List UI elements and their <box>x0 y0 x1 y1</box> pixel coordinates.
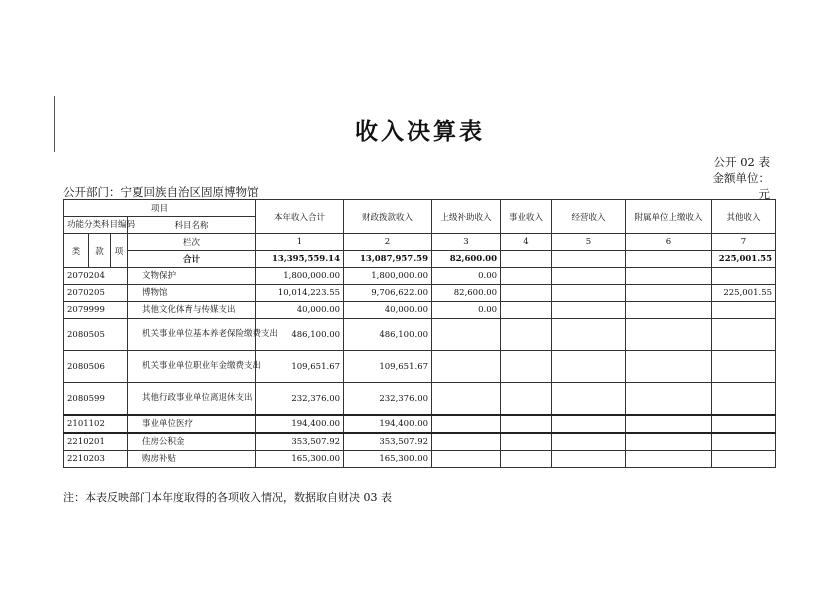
header-row-order <box>64 234 776 251</box>
row-other <box>712 319 776 351</box>
total-subsidiary <box>626 251 712 268</box>
header-col-operating: 经营收入 <box>552 200 626 234</box>
row-business <box>501 351 552 383</box>
total-label: 合计 <box>128 251 256 268</box>
row-subsidiary <box>626 451 712 468</box>
total-fiscal: 13,087,957.59 <box>344 251 432 268</box>
row-total: 232,376.00 <box>256 383 344 416</box>
row-business <box>501 302 552 319</box>
row-other <box>712 268 776 285</box>
row-business <box>501 433 552 451</box>
row-code: 2080506 <box>64 351 128 383</box>
total-row <box>64 251 776 268</box>
row-operating <box>552 383 626 416</box>
amount-unit-value: 元 <box>758 187 770 201</box>
row-operating <box>552 285 626 302</box>
row-operating <box>552 302 626 319</box>
row-fiscal: 109,651.67 <box>344 351 432 383</box>
total-other: 225,001.55 <box>712 251 776 268</box>
row-other <box>712 302 776 319</box>
footnote: 注：本表反映部门本年度取得的各项收入情况，数据取自财决 03 表 <box>63 491 392 504</box>
row-code: 2210203 <box>64 451 128 468</box>
row-business <box>501 268 552 285</box>
row-name: 机关事业单位职业年金缴费支出 <box>128 351 256 383</box>
index-5: 5 <box>552 234 626 251</box>
row-code: 2080599 <box>64 383 128 416</box>
row-business <box>501 451 552 468</box>
table-row <box>64 302 776 319</box>
row-superior: 82,600.00 <box>432 285 501 302</box>
row-other <box>712 351 776 383</box>
row-subsidiary <box>626 383 712 416</box>
row-code: 2070205 <box>64 285 128 302</box>
row-business <box>501 285 552 302</box>
index-6: 6 <box>626 234 712 251</box>
table-row <box>64 285 776 302</box>
header-subject-name: 科目名称 <box>128 217 256 234</box>
row-business <box>501 383 552 416</box>
row-subsidiary <box>626 415 712 433</box>
row-superior <box>432 415 501 433</box>
row-code: 2080505 <box>64 319 128 351</box>
row-fiscal: 1,800,000.00 <box>344 268 432 285</box>
row-total: 109,651.67 <box>256 351 344 383</box>
row-code: 2070204 <box>64 268 128 285</box>
header-col-business: 事业收入 <box>501 200 552 234</box>
header-col-fiscal: 财政拨款收入 <box>344 200 432 234</box>
row-name: 博物馆 <box>128 285 256 302</box>
header-row-order-label: 栏次 <box>128 234 256 251</box>
row-superior <box>432 319 501 351</box>
row-superior <box>432 451 501 468</box>
index-4: 4 <box>501 234 552 251</box>
row-total: 194,400.00 <box>256 415 344 433</box>
row-total: 486,100.00 <box>256 319 344 351</box>
header-col-other: 其他收入 <box>712 200 776 234</box>
index-3: 3 <box>432 234 501 251</box>
total-operating <box>552 251 626 268</box>
row-business <box>501 415 552 433</box>
row-name: 住房公积金 <box>128 433 256 451</box>
row-operating <box>552 433 626 451</box>
row-subsidiary <box>626 433 712 451</box>
table-row <box>64 451 776 468</box>
total-business <box>501 251 552 268</box>
row-name: 机关事业单位基本养老保险缴费支出 <box>128 319 256 351</box>
row-code: 2210201 <box>64 433 128 451</box>
row-subsidiary <box>626 302 712 319</box>
form-number: 公开 02 表 <box>713 155 770 169</box>
row-superior: 0.00 <box>432 302 501 319</box>
header-project: 项目 <box>64 200 256 217</box>
index-1: 1 <box>256 234 344 251</box>
row-total: 10,014,223.55 <box>256 285 344 302</box>
table-row <box>64 351 776 383</box>
row-name: 事业单位医疗 <box>128 415 256 433</box>
row-code: 2101102 <box>64 415 128 433</box>
header-kuan: 款 <box>89 234 111 268</box>
table-row <box>64 383 776 416</box>
income-table <box>63 199 776 468</box>
department-label: 公开部门：宁夏回族自治区固原博物馆 <box>63 185 259 199</box>
row-subsidiary <box>626 351 712 383</box>
row-fiscal: 353,507.92 <box>344 433 432 451</box>
header-func-code: 功能分类科目编码 <box>64 217 128 234</box>
table-row <box>64 268 776 285</box>
row-superior: 0.00 <box>432 268 501 285</box>
row-other: 225,001.55 <box>712 285 776 302</box>
header-col-subsidiary: 附属单位上缴收入 <box>626 200 712 234</box>
row-code: 2079999 <box>64 302 128 319</box>
header-row-project <box>64 200 776 217</box>
row-operating <box>552 268 626 285</box>
header-lei: 类 <box>64 234 89 268</box>
row-subsidiary <box>626 285 712 302</box>
row-fiscal: 165,300.00 <box>344 451 432 468</box>
row-name: 其他文化体育与传媒支出 <box>128 302 256 319</box>
table-row <box>64 433 776 451</box>
row-other <box>712 433 776 451</box>
page-title: 收入决算表 <box>355 119 485 145</box>
row-other <box>712 383 776 416</box>
index-7: 7 <box>712 234 776 251</box>
row-total: 165,300.00 <box>256 451 344 468</box>
row-total: 353,507.92 <box>256 433 344 451</box>
row-subsidiary <box>626 268 712 285</box>
row-fiscal: 232,376.00 <box>344 383 432 416</box>
header-col-superior: 上级补助收入 <box>432 200 501 234</box>
header-xiang: 项 <box>111 234 128 268</box>
row-superior <box>432 383 501 416</box>
row-superior <box>432 351 501 383</box>
row-fiscal: 40,000.00 <box>344 302 432 319</box>
index-2: 2 <box>344 234 432 251</box>
row-fiscal: 9,706,622.00 <box>344 285 432 302</box>
row-name: 其他行政事业单位离退休支出 <box>128 383 256 416</box>
row-name: 文物保护 <box>128 268 256 285</box>
row-fiscal: 486,100.00 <box>344 319 432 351</box>
row-name: 购房补贴 <box>128 451 256 468</box>
row-operating <box>552 415 626 433</box>
row-operating <box>552 351 626 383</box>
table-row <box>64 319 776 351</box>
row-operating <box>552 451 626 468</box>
row-superior <box>432 433 501 451</box>
total-total: 13,395,559.14 <box>256 251 344 268</box>
row-total: 40,000.00 <box>256 302 344 319</box>
total-superior: 82,600.00 <box>432 251 501 268</box>
row-other <box>712 451 776 468</box>
row-operating <box>552 319 626 351</box>
table-row <box>64 415 776 433</box>
row-total: 1,800,000.00 <box>256 268 344 285</box>
amount-unit-label: 金额单位： <box>712 171 770 185</box>
header-col-total: 本年收入合计 <box>256 200 344 234</box>
row-business <box>501 319 552 351</box>
row-fiscal: 194,400.00 <box>344 415 432 433</box>
row-other <box>712 415 776 433</box>
row-subsidiary <box>626 319 712 351</box>
